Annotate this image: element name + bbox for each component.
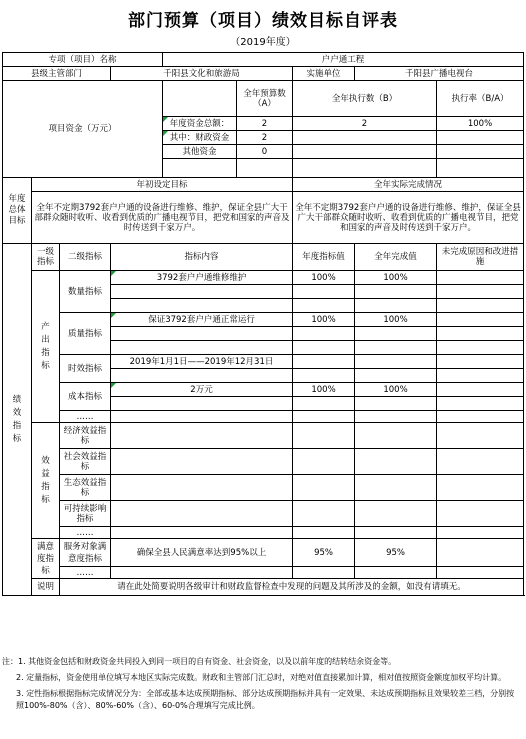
funds-header-exec: 全年执行数（B） [293,81,437,117]
quality-indicator-label: 质量指标 [60,313,111,355]
goals-actual-header: 全年实际完成情况 [293,178,524,192]
quality-actual[interactable]: 100% [355,313,437,327]
quantity-reason[interactable] [437,271,524,285]
funds-row-total-label: 年度资金总额： [163,117,237,131]
dept-label: 县级主管部门 [3,67,111,81]
funds-header-rate: 执行率（B/A） [437,81,524,117]
satisfaction-ellipsis: …… [60,567,111,579]
satisfaction-indicator-label: 满意度指标 [32,539,60,579]
dept-value[interactable]: 千阳县文化和旅游局 [111,67,293,81]
quantity-target[interactable]: 100% [293,271,355,285]
project-name-label: 专项（项目）名称 [3,53,163,67]
goals-actual-text[interactable]: 全年不定期3792套户户通的设备进行维修、维护，保证全县广大干部群众随时收听、收看到优质的广播电视节目，把党和国家的声音及时传送到千家万户。 [293,192,524,244]
footnotes [2,656,522,716]
funds-row-other-exec[interactable] [293,145,437,159]
footnote-1: 注：1. 其他资金包括和财政资金共同投入到同一项目的自有资金、社会资金，以及以前年度的结转结余资金等。 [2,657,397,666]
indicators-header-actual: 全年完成值 [355,244,437,271]
quantity-actual[interactable]: 100% [355,271,437,285]
cost-content[interactable]: 2万元 [111,383,293,397]
remark-label: 说明 [32,579,60,596]
page-title: 部门预算（项目）绩效目标自评表 [128,11,398,31]
output-indicator-label: 产出指标 [32,271,60,423]
indicators-header-target: 年度指标值 [293,244,355,271]
unit-label: 实施单位 [293,67,355,81]
quality-content[interactable]: 保证3792套户户通正常运行 [111,313,293,327]
footnote-3: 3. 定性指标根据指标完成情况分为：全部或基本达成预期指标、部分达成预期指标并具有一定效果、未达成预期指标且效果较差三档，分别按照100%-80%（含）、80%-60%（含）、60-0%合理填写完成比例。 [16,689,515,710]
satisfaction-actual[interactable]: 95% [355,539,437,567]
year-label: （2019年度） [230,37,296,48]
funds-row-other-rate[interactable] [437,145,524,159]
funds-row-fiscal-rate[interactable] [437,131,524,145]
funds-row-total-exec[interactable]: 2 [293,117,437,131]
sustainable-indicator-label: 可持续影响指标 [60,501,111,527]
economic-indicator-label: 经济效益指标 [60,423,111,449]
cost-actual[interactable]: 100% [355,383,437,397]
indicators-header-level2: 二级指标 [60,244,111,271]
indicators-header-level1: 一级指标 [32,244,60,271]
funds-header-budget: 全年预算数（A） [237,81,293,117]
funds-row-fiscal-label: 其中：财政资金 [163,131,237,145]
funds-row-other-label: 其他资金 [163,145,237,159]
quantity-indicator-label: 数量指标 [60,271,111,313]
funds-section-label: 项目资金（万元） [3,81,163,178]
service-satisfaction-label: 服务对象满意度指标 [60,539,111,567]
quality-target[interactable]: 100% [293,313,355,327]
funds-row-fiscal-exec[interactable] [293,131,437,145]
quantity-content[interactable]: 3792套户户通维修维护 [111,271,293,285]
benefit-ellipsis: …… [60,527,111,539]
remark-text[interactable]: 请在此处简要说明各级审计和财政监督检查中发现的问题及其所涉及的金额，如没有请填无。 [60,579,524,596]
indicators-header-reason: 未完成原因和改进措施 [437,244,524,271]
benefit-indicator-label: 效益指标 [32,423,60,539]
timeliness-content[interactable]: 2019年1月1日——2019年12月31日 [111,355,293,369]
satisfaction-target[interactable]: 95% [293,539,355,567]
indicators-label: 绩效指标 [3,244,32,596]
footnote-2: 2. 定量指标，资金使用单位填写本地区实际完成数。财政和主管部门汇总时，对绝对值直接累加计算，相对值按照资金额度加权平均计算。 [16,673,507,682]
goals-label: 年度总体目标 [3,178,32,244]
quality-reason[interactable] [437,313,524,327]
funds-row-total-budget[interactable]: 2 [237,117,293,131]
cost-target[interactable]: 100% [293,383,355,397]
goals-plan-text[interactable]: 全年不定期3792套户户通的设备进行维修、维护，保证全县广大干部群众随时收听、收看到优质的广播电视节目，把党和国家的声音及时传送到千家万户。 [32,192,293,244]
satisfaction-content[interactable]: 确保全县人民满意率达到95%以上 [111,539,293,567]
timeliness-indicator-label: 时效指标 [60,355,111,383]
unit-value[interactable]: 千阳县广播电视台 [355,67,524,81]
ecological-indicator-label: 生态效益指标 [60,475,111,501]
funds-row-fiscal-budget[interactable]: 2 [237,131,293,145]
project-name-value[interactable]: 户户通工程 [163,53,524,67]
cost-indicator-label: 成本指标 [60,383,111,411]
social-indicator-label: 社会效益指标 [60,449,111,475]
goals-plan-header: 年初设定目标 [32,178,293,192]
funds-row-total-rate[interactable]: 100% [437,117,524,131]
indicators-header-content: 指标内容 [111,244,293,271]
funds-row-other-budget[interactable]: 0 [237,145,293,159]
evaluation-table [2,52,524,596]
output-ellipsis: …… [60,411,111,423]
